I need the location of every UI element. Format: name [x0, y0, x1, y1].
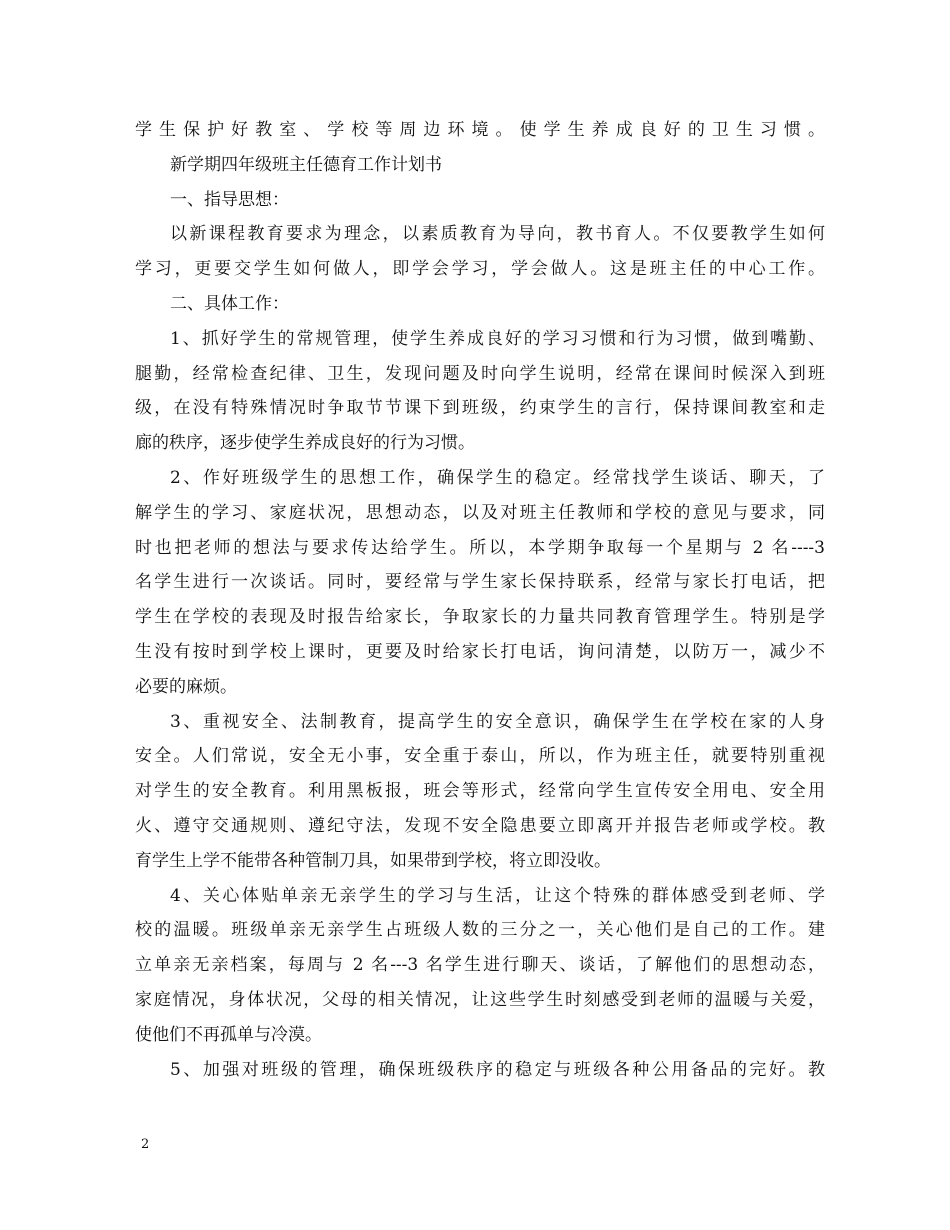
paragraph-line: 以新课程教育要求为理念，以素质教育为导向，教书育人。不仅要教学生如何: [170, 224, 825, 245]
page-number: 2: [141, 1137, 150, 1152]
paragraph-line: 生没有按时到学校上课时，更要及时给家长打电话，询问清楚，以防万一，减少不: [135, 641, 825, 662]
paragraph-line: 对学生的安全教育。利用黑板报，班会等形式，经常向学生宣传安全用电、安全用: [135, 781, 825, 802]
paragraph-line: 立单亲无亲档案，每周与 2 名---3 名学生进行聊天、谈话，了解他们的思想动态，: [135, 955, 825, 976]
paragraph-line: 必要的麻烦。: [135, 676, 237, 697]
paragraph-line: 解学生的学习、家庭状况，思想动态，以及对班主任教师和学校的意见与要求，同: [135, 502, 825, 523]
paragraph-line: 1、抓好学生的常规管理，使学生养成良好的学习习惯和行为习惯，做到嘴勤、: [170, 328, 825, 349]
paragraph-line: 学习，更要交学生如何做人，即学会学习，学会做人。这是班主任的中心工作。: [135, 259, 825, 280]
document-title: 新学期四年级班主任德育工作计划书: [170, 154, 442, 175]
paragraph-line: 2、作好班级学生的思想工作，确保学生的稳定。经常找学生谈话、聊天，了: [170, 467, 825, 488]
paragraph-line: 廊的秩序，逐步使学生养成良好的行为习惯。: [135, 433, 475, 454]
paragraph-line: 级，在没有特殊情况时争取节节课下到班级，约束学生的言行，保持课间教室和走: [135, 398, 825, 419]
paragraph-line: 腿勤，经常检查纪律、卫生，发现问题及时向学生说明，经常在课间时候深入到班: [135, 363, 825, 384]
paragraph-line: 安全。人们常说，安全无小事，安全重于泰山，所以，作为班主任，就要特别重视: [135, 746, 825, 767]
paragraph-line: 育学生上学不能带各种管制刀具，如果带到学校，将立即没收。: [135, 850, 611, 871]
paragraph-line: 5、加强对班级的管理，确保班级秩序的稳定与班级各种公用备品的完好。教: [170, 1059, 825, 1080]
paragraph-line: 家庭情况，身体状况，父母的相关情况，让这些学生时刻感受到老师的温暖与关爱，: [135, 989, 825, 1010]
paragraph-line: 火、遵守交通规则、遵纪守法，发现不安全隐患要立即离开并报告老师或学校。教: [135, 815, 825, 836]
paragraph-line: 时也把老师的想法与要求传达给学生。所以，本学期争取每一个星期与 2 名----3: [135, 537, 825, 558]
paragraph-line: 校的温暖。班级单亲无亲学生占班级人数的三分之一，关心他们是自己的工作。建: [135, 920, 825, 941]
paragraph-line: 名学生进行一次谈话。同时，要经常与学生家长保持联系，经常与家长打电话，把: [135, 572, 825, 593]
paragraph-line: 学生在学校的表现及时报告给家长，争取家长的力量共同教育管理学生。特别是学: [135, 607, 825, 628]
section-heading-guiding-ideology: 一、指导思想：: [170, 189, 289, 210]
text-line: 学生保护好教室、学校等周边环境。使学生养成良好的卫生习惯。: [135, 120, 825, 140]
section-heading-specific-work: 二、具体工作：: [170, 293, 289, 314]
paragraph-line: 3、重视安全、法制教育，提高学生的安全意识，确保学生在学校在家的人身: [170, 711, 825, 732]
document-body: [135, 113, 825, 1087]
paragraph-line: 4、关心体贴单亲无亲学生的学习与生活，让这个特殊的群体感受到老师、学: [170, 885, 825, 906]
paragraph-line: 使他们不再孤单与冷漠。: [135, 1024, 322, 1045]
